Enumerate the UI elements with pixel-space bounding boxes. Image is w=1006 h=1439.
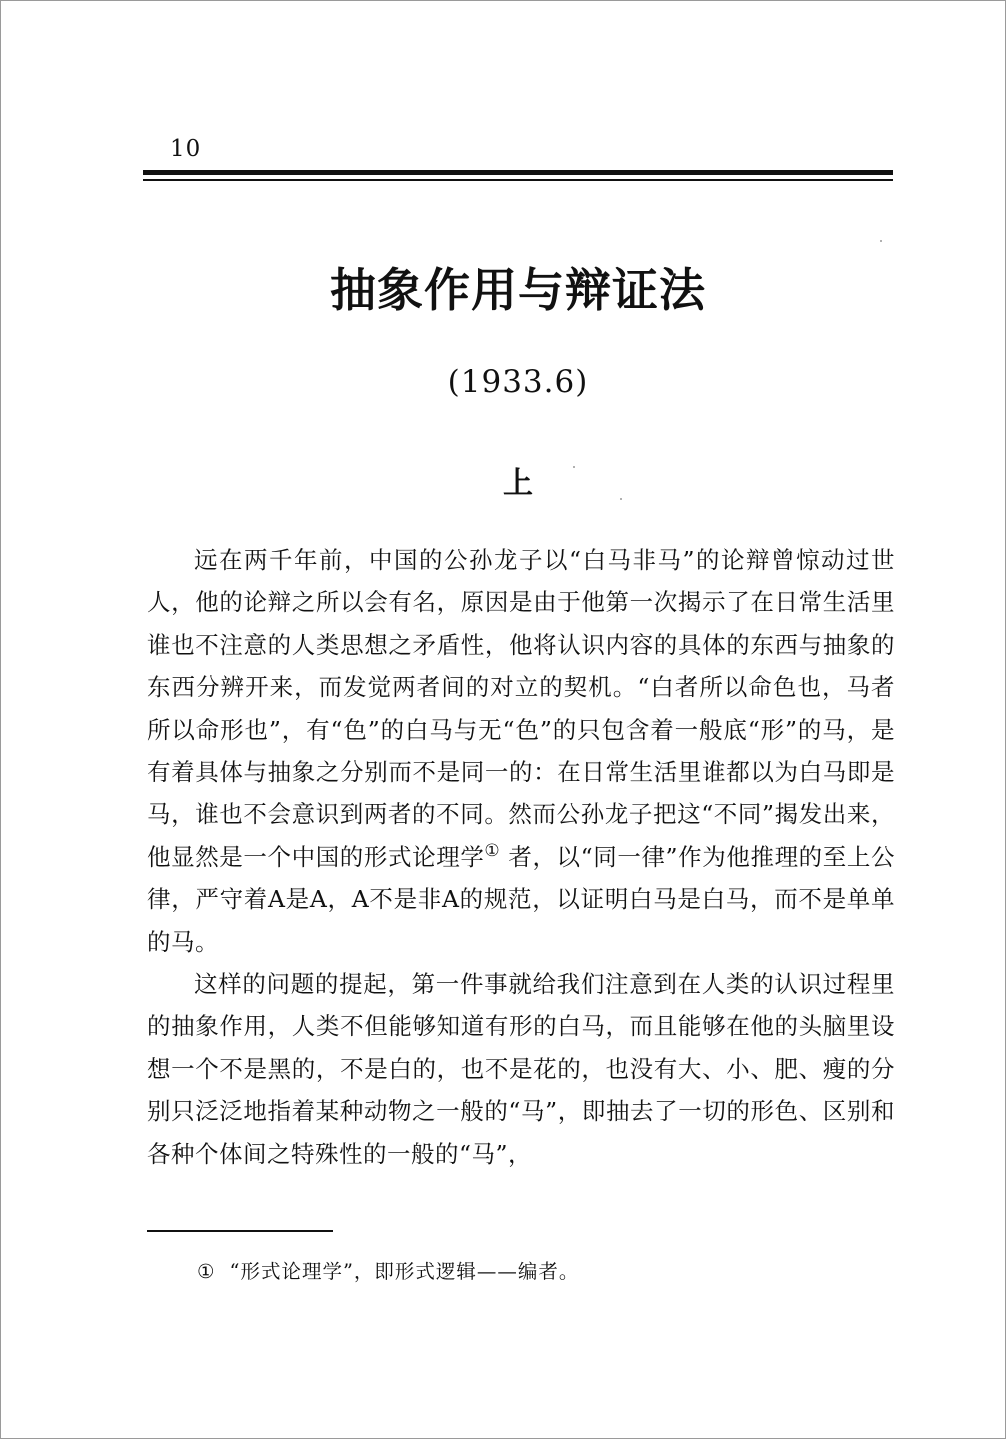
article-date: (1933.6) xyxy=(447,364,589,400)
footnote-rule xyxy=(147,1230,333,1232)
article-title: 抽象作用与辩证法 xyxy=(330,263,706,317)
page-number: 10 xyxy=(170,136,202,162)
footnote-reference: ① xyxy=(484,841,501,862)
section-heading: 上 xyxy=(503,466,533,501)
scan-speck xyxy=(573,466,575,468)
header-rule-thin xyxy=(143,179,893,181)
footnote-mark: ① xyxy=(197,1260,216,1283)
scan-speck xyxy=(880,240,882,242)
paragraph-1-text-b: 者，以“同一律”作为他推理的至上公律，严守着A是A，A不是非A的规范，以证明白马是白马，而不是单单的马。 xyxy=(147,842,895,956)
paragraph-2: 这样的问题的提起，第一件事就给我们注意到在人类的认识过程里的抽象作用，人类不但能够知道有形的白马，而且能够在他的头脑里设想一个不是黑的，不是白的，也不是花的，也没有大、小、肥、瘦的分别只泛泛地指着某种动物之一般的“马”，即抽去了一切的形色、区别和各种个体间之特殊性的一般的“马”， xyxy=(147,970,895,1168)
footnote-text: “形式论理学”，即形式逻辑——编者。 xyxy=(229,1260,580,1283)
footnote xyxy=(197,1256,579,1284)
body-text xyxy=(147,539,895,1175)
paragraph-1-text-a: 远在两千年前，中国的公孙龙子以“白马非马”的论辩曾惊动过世人，他的论辩之所以会有名，原因是由于他第一次揭示了在日常生活里谁也不注意的人类思想之矛盾性，他将认识内容的具体的东西与抽象的东西分辨开来，而发觉两者间的对立的契机。“白者所以命色也，马者所以命形也”，有“色”的白马与无“色”的只包含着一般底“形”的马，是有着具体与抽象之分别而不是同一的：在日常生活里谁都以为白马即是马，谁也不会意识到两者的不同。然而公孙龙子把这“不同”揭发出来，他显然是一个中国的形式论理学 xyxy=(147,546,895,871)
scan-speck xyxy=(620,498,622,500)
paragraph-1 xyxy=(147,539,895,963)
header-rule-thick xyxy=(143,170,893,175)
